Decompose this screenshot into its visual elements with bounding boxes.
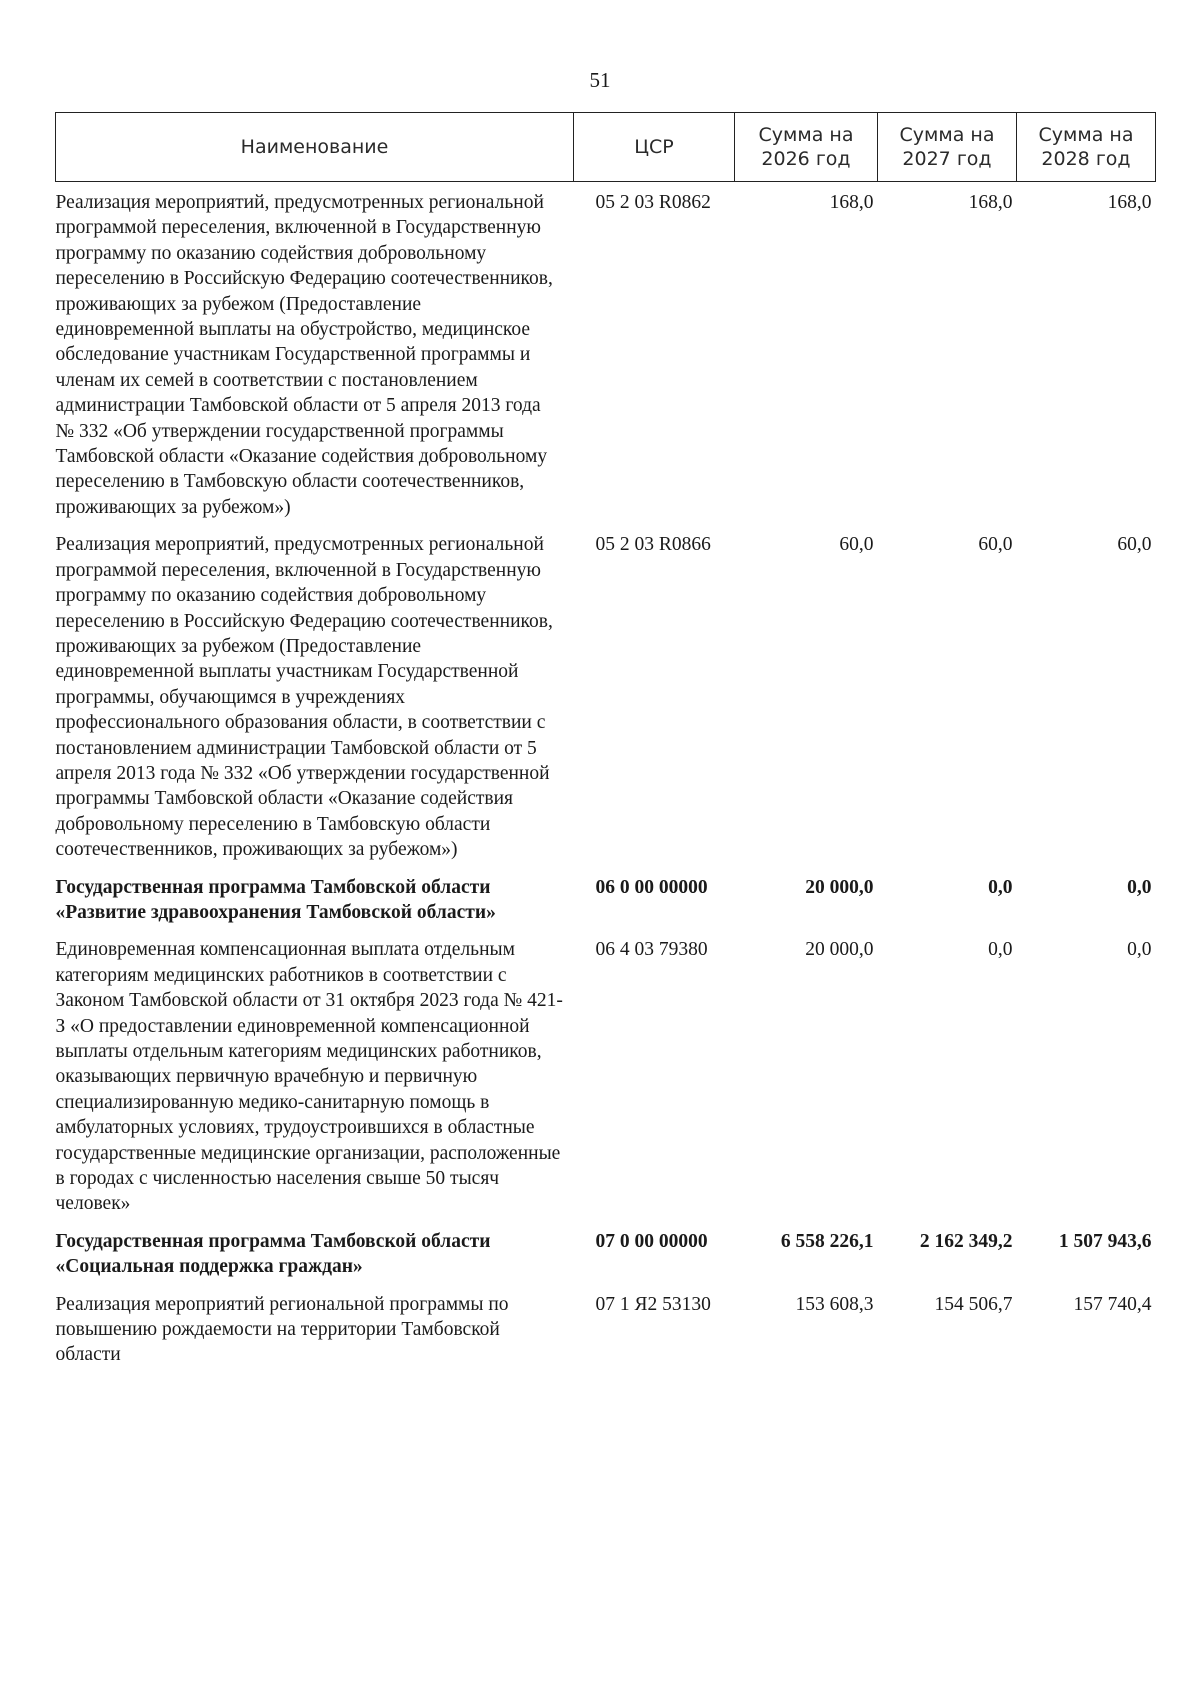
page-number: 51 bbox=[589, 68, 611, 92]
row-sum-2027: 0,0 bbox=[988, 939, 1013, 961]
row-sum-2027: 168,0 bbox=[968, 192, 1013, 213]
table-row-program bbox=[56, 1221, 1156, 1284]
header-csr: ЦСР bbox=[574, 113, 735, 182]
row-csr: 07 1 Я2 53130 bbox=[595, 1293, 711, 1315]
row-sum-2026: 20 000,0 bbox=[805, 939, 874, 961]
row-csr: 07 0 00 00000 bbox=[595, 1230, 708, 1252]
row-sum-2028: 60,0 bbox=[1117, 534, 1152, 556]
table-header-row bbox=[56, 113, 1156, 182]
row-sum-2028: 0,0 bbox=[1127, 939, 1152, 961]
row-sum-2028: 1 507 943,6 bbox=[1058, 1230, 1152, 1252]
table-row bbox=[56, 1284, 1156, 1372]
row-sum-2026: 6 558 226,1 bbox=[780, 1230, 874, 1252]
row-sum-2028: 157 740,4 bbox=[1073, 1293, 1152, 1315]
row-name: Государственная программа Тамбовской области «Развитие здравоохранения Тамбовской области» bbox=[55, 876, 496, 923]
table-row bbox=[56, 182, 1156, 525]
row-sum-2027: 0,0 bbox=[988, 876, 1013, 898]
header-sum-2028: Сумма на 2028 год bbox=[1017, 113, 1156, 182]
row-name: Реализация мероприятий, предусмотренных региональной программой переселения, включенной в Государственную программу по оказанию содействия добровольному переселению в Российскую Федерацию соотечественников, проживающих за рубежом (Предоставление единовременной выплаты на обустройство, медицинское обследование участникам Государственной программы и членам их семей в соответствии с постановлением администрации Тамбовской области от 5 апреля 2013 года № 332 «Об утверждении государственной программы Тамбовской области «Оказание содействия добровольному переселению в Тамбовскую области соотечественников, проживающих за рубежом») bbox=[55, 192, 553, 518]
table-row-program bbox=[56, 867, 1156, 930]
row-csr: 06 0 00 00000 bbox=[595, 876, 708, 898]
table-row bbox=[56, 524, 1156, 866]
row-name: Государственная программа Тамбовской области «Социальная поддержка граждан» bbox=[55, 1230, 491, 1278]
row-csr: 06 4 03 79380 bbox=[595, 939, 708, 961]
row-name: Реализация мероприятий, предусмотренных региональной программой переселения, включенной в Государственную программу по оказанию содействия добровольному переселению в Российскую Федерацию соотечественников, проживающих за рубежом (Предоставление единовременной выплаты участникам Государственной программы, обучающимся в учреждениях профессионального образования области, в соответствии с постановлением администрации Тамбовской области от 5 апреля 2013 года № 332 «Об утверждении государственной программы Тамбовской области «Оказание содействия добровольному переселению в Тамбовскую области соотечественников, проживающих за рубежом») bbox=[55, 534, 553, 861]
header-sum-2027: Сумма на 2027 год bbox=[878, 113, 1017, 182]
row-sum-2026: 60,0 bbox=[839, 534, 874, 556]
row-sum-2026: 153 608,3 bbox=[795, 1293, 874, 1315]
row-sum-2028: 0,0 bbox=[1127, 876, 1152, 898]
row-sum-2028: 168,0 bbox=[1107, 192, 1152, 213]
row-sum-2027: 60,0 bbox=[978, 534, 1013, 556]
row-csr: 05 2 03 R0862 bbox=[595, 192, 711, 213]
row-csr: 05 2 03 R0866 bbox=[595, 534, 711, 556]
row-sum-2027: 2 162 349,2 bbox=[919, 1230, 1013, 1252]
row-sum-2026: 20 000,0 bbox=[805, 876, 874, 898]
row-sum-2027: 154 506,7 bbox=[934, 1293, 1013, 1315]
row-name: Реализация мероприятий региональной программы по повышению рождаемости на территории Тамбовской области bbox=[55, 1293, 509, 1366]
table-row bbox=[56, 929, 1156, 1220]
header-sum-2026: Сумма на 2026 год bbox=[735, 113, 878, 182]
row-name: Единовременная компенсационная выплата отдельным категориям медицинских работников в соответствии с Законом Тамбовской области от 31 октября 2023 года № 421-З «О предоставлении единовременной компенсационной выплаты отдельным категориям медицинских работников, оказывающих первичную врачебную и первичную специализированную медико-санитарную помощь в амбулаторных условиях, трудоустроившихся в областные государственные медицинские организации, расположенные в городах с численностью населения свыше 50 тысяч человек» bbox=[55, 939, 563, 1215]
row-sum-2026: 168,0 bbox=[829, 192, 874, 213]
header-name: Наименование bbox=[56, 113, 574, 182]
budget-table bbox=[55, 112, 1156, 1372]
